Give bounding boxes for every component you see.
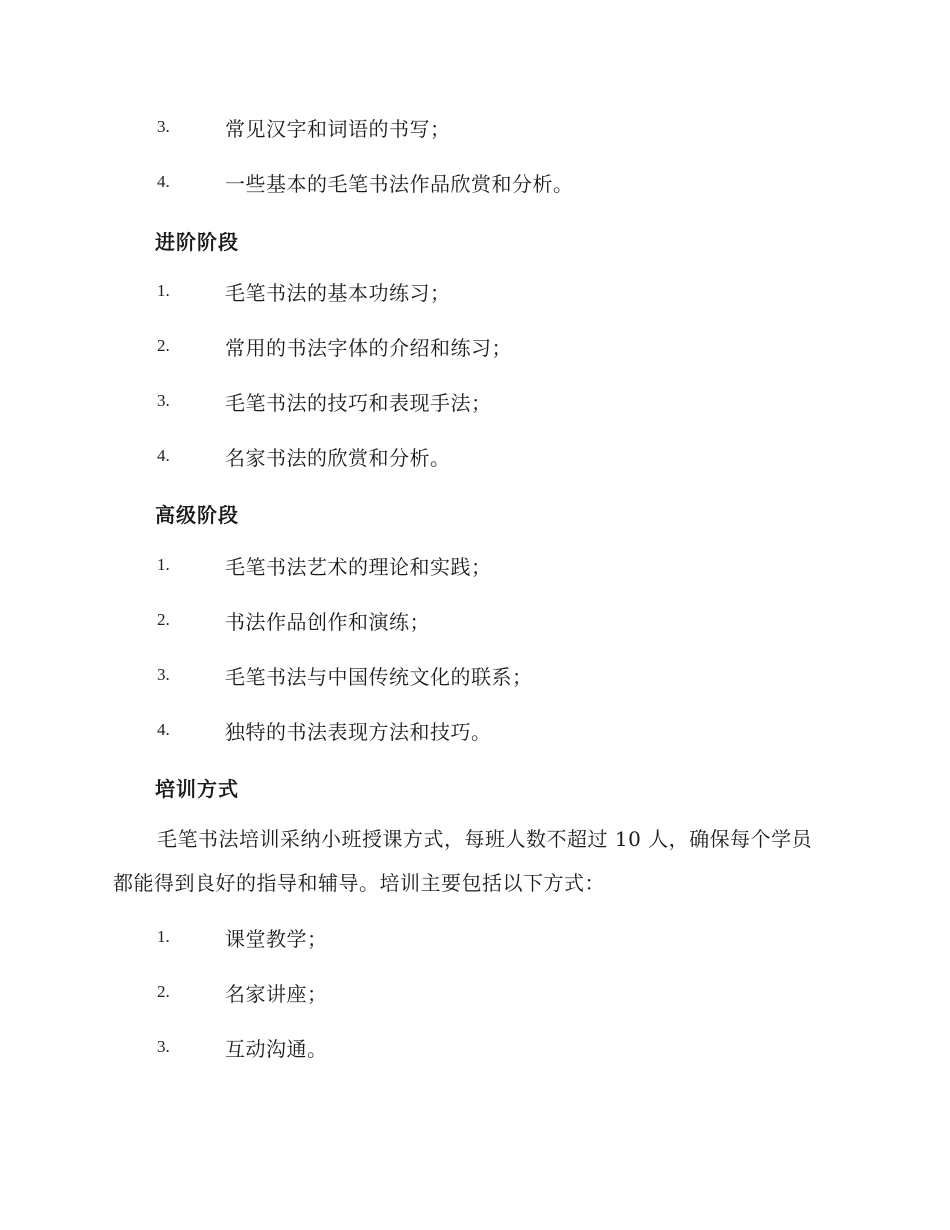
list-number: 4. xyxy=(157,720,170,739)
list-number: 3. xyxy=(157,1037,170,1056)
list-item xyxy=(157,112,451,142)
list-text: 常用的书法字体的介绍和练习； xyxy=(225,335,512,360)
list-text: 名家讲座； xyxy=(225,981,328,1006)
list-number: 3. xyxy=(157,391,170,410)
list-item xyxy=(157,922,328,952)
list-item xyxy=(157,276,451,306)
list-number: 1. xyxy=(157,555,170,574)
list-text: 毛笔书法的基本功练习； xyxy=(225,280,451,305)
paragraph-line: 毛笔书法培训采纳小班授课方式，每班人数不超过 10 人，确保每个学员 xyxy=(157,827,813,851)
section-heading-senior: 高级阶段 xyxy=(155,503,239,527)
list-item xyxy=(157,550,492,580)
list-text: 互动沟通。 xyxy=(225,1036,328,1061)
list-item xyxy=(157,386,492,416)
list-item xyxy=(157,715,492,745)
list-text: 独特的书法表现方法和技巧。 xyxy=(225,719,492,744)
list-text: 常见汉字和词语的书写； xyxy=(225,116,451,141)
list-text: 毛笔书法的技巧和表现手法； xyxy=(225,390,492,415)
list-text: 毛笔书法艺术的理论和实践； xyxy=(225,554,492,579)
paragraph-line: 都能得到良好的指导和辅导。培训主要包括以下方式： xyxy=(113,871,605,895)
list-item xyxy=(157,660,533,690)
list-item xyxy=(157,331,512,361)
list-text: 书法作品创作和演练； xyxy=(225,609,430,634)
list-item xyxy=(157,441,451,471)
list-number: 4. xyxy=(157,446,170,465)
list-number: 2. xyxy=(157,982,170,1001)
list-text: 课堂教学； xyxy=(225,926,328,951)
list-text: 毛笔书法与中国传统文化的联系； xyxy=(225,664,533,689)
list-number: 2. xyxy=(157,610,170,629)
list-item xyxy=(157,605,430,635)
list-number: 3. xyxy=(157,665,170,684)
section-heading-training: 培训方式 xyxy=(155,777,239,801)
list-number: 3. xyxy=(157,117,170,136)
list-item xyxy=(157,977,328,1007)
list-number: 2. xyxy=(157,336,170,355)
section-heading-advanced: 进阶阶段 xyxy=(155,230,239,254)
list-item xyxy=(157,167,574,197)
list-text: 名家书法的欣赏和分析。 xyxy=(225,445,451,470)
list-text: 一些基本的毛笔书法作品欣赏和分析。 xyxy=(225,171,574,196)
list-number: 1. xyxy=(157,281,170,300)
list-item xyxy=(157,1032,328,1062)
list-number: 1. xyxy=(157,927,170,946)
list-number: 4. xyxy=(157,172,170,191)
